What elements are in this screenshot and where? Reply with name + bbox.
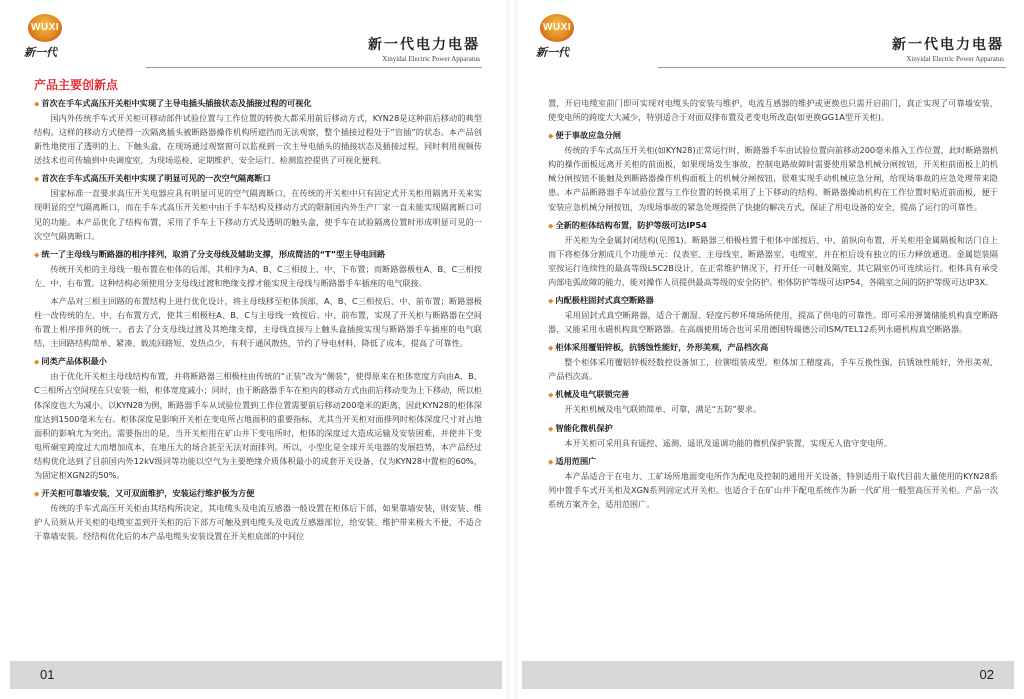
- feature-heading: [548, 218, 998, 233]
- feature-heading-text: 柜体采用覆铝锌板，抗锈蚀性能好，外形美观，产品档次高: [555, 342, 769, 353]
- company-logo: [16, 14, 78, 70]
- feature-heading-text: 首次在手车式高压开关柜中实现了主导电插头插接状态及插接过程的可视化: [41, 98, 312, 108]
- logo-emblem: WUXI: [28, 14, 62, 42]
- feature-paragraph: 采用固封式真空断路器，适合于潮湿、轻度污秽环境场所使用，提高了供电的可靠性。即可采用弹簧储能机构真空断路器，又能采用永磁机构真空断路器。在高端使用场合也可采用德国特瑞德公司ISM/TEL12系列永磁机构真空断路器。: [548, 310, 998, 335]
- feature-heading-text: 全新的柜体结构布置，防护等级可达IP54: [555, 219, 707, 230]
- diamond-bullet-icon: ◆: [34, 100, 40, 108]
- right-footer-bar: [522, 661, 1014, 689]
- feature-paragraph: 国内外传统手车式开关柜可移动部件试验位置与工作位置的转换大都采用前后移动方式，KYN28是这种前后移动的典型结构。这样的移动方式使得一次隔离插头被断路器操作机构所遮挡而无法观察，整个插接过程处于“盲插”的状态。本产品创新性地使用了透明的上、下触头盒，在现场通过观察窗可以监视到一次主导电插头的插接状态及插接过程，同时利用视频传送技术也可传输到中央调度室，为现场巡检、定期维护、安全运行、检测监控提供了可视化便利。: [34, 113, 482, 166]
- feature-heading-text: 智能化微机保护: [555, 422, 613, 433]
- feature-heading: [548, 421, 998, 436]
- diamond-bullet-icon: ◆: [34, 358, 40, 367]
- feature-heading-text: 开关柜可靠墙安装，又可双面维护，安装运行维护极为方便: [41, 488, 255, 499]
- feature-heading: [548, 340, 998, 355]
- feature-heading-text: 便于事故应急分闸: [555, 130, 621, 141]
- feature-paragraph: 本产品对三相主回路的布置结构上进行优化设计，将主母线移至柜体顶部，A、B、C三相按后、中、前布置；断路器极柱一改传统的左、中、右布置方式，使其三相极柱A、B、C与主母线一致按后、中、前布置，实现了开关柜与断路器在空间布置上相序排列的统一。省去了分支母线过渡及其绝缘支撑，主母线直接与上触头盒插接实现与断路器手车插座的电气联结，主回路结构简单、紧凑、载流回路短、发热点少，有利于通风散热，节约了导电材料，降低了成本，提高了可靠性。: [34, 295, 482, 349]
- feature-heading: [548, 387, 998, 402]
- feature-heading: [34, 247, 482, 262]
- brand-name-en: Xinyidai Electric Power Apparatus: [382, 55, 480, 63]
- feature-paragraph: 国家标准一直要求高压开关电器应具有明显可见的空气隔离断口，在传统的开关柜中只有固定式开关柜用隔离开关来实现明显的空气隔离断口，而在手车式高压开关柜中由于手车结构及移动方式的限制国内外生产厂家一直未能实现隔离断口可见的功能。本产品优化了结构布置，采用了手车上下移动方式及透明的触头盒，使手车在试验隔离位置时形成明显可见的一次空气隔离断口。: [34, 188, 482, 241]
- feature-paragraph: 传统的手车式高压开关柜由其结构所决定，其电缆头及电流互感器一般设置在柜体后下部，如果靠墙安装，则安装、维护人员须从开关柜的电缆室盖到开关柜的后下部方可触及到电缆头及电流互感器部位，给安装、维护带来极大不便，不适合于靠墙安装。经结构优化后的本产品电缆头安装设置在开关柜底部的中间位: [34, 503, 482, 542]
- diamond-bullet-icon: ◆: [548, 391, 554, 400]
- diamond-bullet-icon: ◆: [34, 250, 40, 259]
- feature-heading: [34, 486, 482, 501]
- brand-name-cn: 新一代电力电器: [892, 37, 1004, 53]
- diamond-bullet-icon: ◆: [548, 344, 554, 353]
- feature-heading: [34, 96, 482, 111]
- header-rule: [146, 67, 482, 68]
- feature-heading-text: 适用范围广: [555, 455, 597, 466]
- feature-paragraph: 本开关柜可采用具有遥控、遥测、遥讯及遥调功能的微机保护装置，实现无人值守变电所。: [564, 437, 892, 448]
- page-number: 01: [40, 667, 55, 682]
- left-content: [34, 76, 482, 547]
- diamond-bullet-icon: ◆: [34, 175, 40, 184]
- feature-heading-text: 首次在手车式高压开关柜中实现了明显可见的一次空气隔离断口: [41, 173, 271, 184]
- logo-emblem: WUXI: [540, 14, 574, 42]
- feature-heading: [548, 293, 998, 308]
- right-content: [548, 96, 998, 515]
- feature-heading-text: 同类产品体积最小: [41, 356, 107, 367]
- right-header: [518, 0, 1018, 70]
- feature-paragraph: 本产品适合于在电力、工矿场所地面变电所作为配电及控制的通用开关设备，特别适用于取代目前大量使用的KYN28系列中置手车式开关柜及XGN系列固定式开关柜。也适合于在矿山井下配电系统作为新一代矿用一般型高压开关柜。产品一次系统方案齐全，适用范围广。: [548, 470, 998, 509]
- company-logo: [528, 14, 590, 70]
- continued-paragraph: 置，开启电缆室前门即可实现对电缆头的安装与维护，电流互感器的维护或更换也只需开启前门，真正实现了可靠墙安装，使变电所的跨度大大减少，特别适合于对面双排布置及老变电所改造(如更换GG1A型开关柜)。: [548, 98, 998, 123]
- page-number: 02: [979, 667, 994, 682]
- feature-heading: [548, 128, 998, 143]
- feature-paragraph: 传统开关柜的主母线一般布置在柜体的后部，其相序为A、B、C三相按上、中、下布置；而断路器极柱A、B、C三相按左、中、右布置。这种结构必须使用分支母线过渡和绝缘支撑才能实现主母线与断路器手车插座的电气联接。: [34, 263, 482, 288]
- left-footer-bar: [10, 661, 502, 689]
- feature-paragraph: 整个柜体采用覆铝锌板经数控设备加工，拉铆组装成型，柜体加工精度高，手车互换性强，抗锈蚀性能好，外形美观，产品档次高。: [548, 357, 998, 382]
- brand-name-en: Xinyidai Electric Power Apparatus: [906, 55, 1004, 63]
- header-rule: [658, 67, 1006, 68]
- diamond-bullet-icon: ◆: [548, 221, 554, 230]
- left-header: [6, 0, 506, 70]
- diamond-bullet-icon: ◆: [548, 424, 554, 433]
- logo-subtext: 新一代: [24, 46, 57, 59]
- left-page: [6, 0, 506, 699]
- section-title: 产品主要创新点: [34, 78, 119, 92]
- feature-heading-text: 统一了主母线与断路器的相序排列，取消了分支母线及辅助支撑，形成简洁的“T”型主导电回路: [41, 248, 386, 259]
- feature-paragraph: 开关柜机械及电气联锁简单、可靠，满足“五防”要求。: [564, 404, 762, 415]
- brand-block: [368, 34, 480, 63]
- diamond-bullet-icon: ◆: [34, 490, 40, 499]
- feature-paragraph: 开关柜为全金属封闭结构(见图1)。断路器三相极柱置于柜体中部按后、中、前纵向布置，开关柜用金属隔板和活门自上而下将柜体分割成几个功能单元：仪表室、主母线室、断路器室、电缆室，并在柜后设有独立的压力释放通道。金属铠装隔室按运行连续性的最高等级LSC2B设计，在正常维护情况下，打开任一可触及隔室，其它隔室仍可连续运行。柜体具有承受内部电弧故障的能力，能对操作人员提供最高等级的安全防护。柜体防护等级可达IP54，各隔室之间的防护等级可达IP3X。: [548, 234, 998, 287]
- feature-paragraph: 由于优化开关柜主母线结构布置，并将断路器三相极柱由传统的“正装”改为“侧装”，使得原来在柜体宽度方向由A、B、C三相所占空间现在只安装一相，柜体宽度减小；同时，由于断路器手车在柜内的移动方式由前后移动变为上下移动，所以柜体深度也大为减小。以KYN28为例，断路器手车从试验位置到工作位置需要前后移动200毫米的距离，因此KYN28的柜体深度达到1500毫米左右。柜体深度是影响开关柜在变电所占地面积的重要指标，尤其当开关柜对面排列时柜体深度尺寸对占地面积的影响尤为突出。需要指出的是，当开关柜用在矿山井下变电所时，柜体的深度过大造成运输及安装困难，并使井下变电所硐室跨度过大而增加成本，在地压大的场合甚至无法对面排列。所以，小型化是全球开关电器的发展趋势，本产品经过结构优化达到了目前国内外12kV级同等功能以空气为主要绝缘介质体积最小的成套开关设备，仅为KYN28中置柜的60%，为固定柜XGN2的50%。: [34, 371, 482, 480]
- diamond-bullet-icon: ◆: [548, 132, 554, 141]
- brand-block: [892, 34, 1004, 63]
- right-page: [518, 0, 1018, 699]
- feature-heading-text: 内配极柱固封式真空断路器: [555, 295, 654, 306]
- diamond-bullet-icon: ◆: [548, 457, 554, 466]
- diamond-bullet-icon: ◆: [548, 297, 554, 306]
- feature-heading: [34, 354, 482, 369]
- feature-heading: [34, 171, 482, 186]
- feature-paragraph: 传统的手车式高压开关柜(如KYN28)正常运行时，断路器手车由试验位置向前移动200毫米推入工作位置，此时断路器机构的操作面板远离开关柜的前面板，如果现场发生事故，控制电路故障时需要使用紧急机械分闸按钮，开关柜前面板上的机械分闸按钮不能触及到断路器操作机构面板上的机械分闸按钮，很难实现手动机械应急分闸，给现场事故的应急处理带来隐患。本产品断路器手车试验位置与工作位置的转换采用了上下移动的结构，断路器操动机构在工作位置时贴近前面板，便于安装应急机械分闸按钮，为现场事故的紧急处理提供了快捷的解决方式，保证了用电设备的安全，提高了运行的可靠性。: [548, 145, 998, 212]
- page-gutter: [506, 0, 518, 699]
- feature-heading-text: 机械及电气联锁完善: [555, 389, 630, 400]
- brand-name-cn: 新一代电力电器: [368, 37, 480, 53]
- logo-subtext: 新一代: [536, 46, 569, 59]
- feature-heading: [548, 454, 998, 469]
